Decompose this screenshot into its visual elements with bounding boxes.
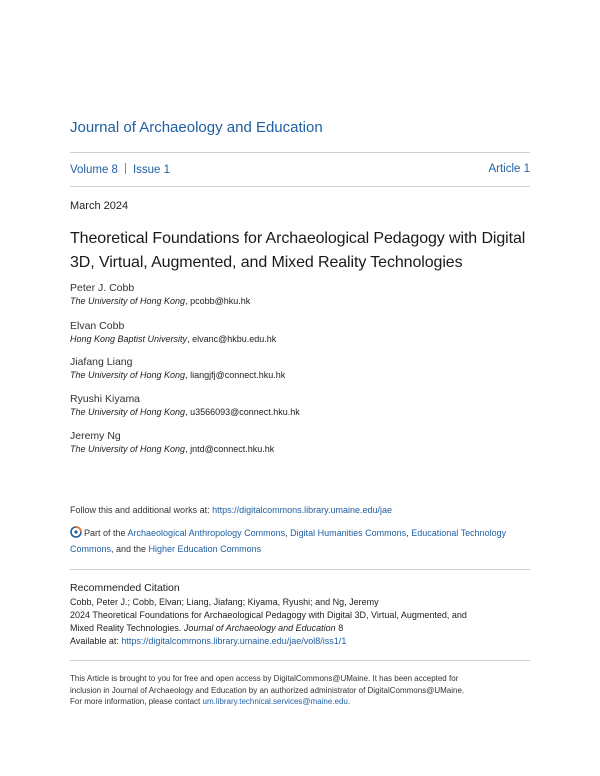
author-entry: Jiafang Liang The University of Hong Kong, liangjfj@connect.hku.hk	[70, 356, 540, 382]
publication-date: March 2024	[70, 200, 129, 212]
author-name: Jeremy Ng	[70, 430, 121, 442]
separator-text: , and the	[111, 544, 149, 554]
article-link[interactable]: Article 1	[488, 163, 530, 175]
citation-body	[70, 596, 530, 648]
journal-title[interactable]: Journal of Archaeology and Education	[70, 119, 323, 136]
issue-divider	[70, 186, 530, 187]
author-email: jntd@connect.hku.hk	[190, 444, 275, 454]
footer-line: inclusion in Journal of Archaeology and Education by an authorized administrator of DigitalCommons@UMaine.	[70, 685, 465, 695]
contact-email-link[interactable]: um.library.technical.services@maine.edu	[202, 697, 348, 706]
footer-line: This Article is brought to you for free and open access by DigitalCommons@UMaine. It has been accepted for	[70, 674, 459, 683]
citation-title-end: Mixed Reality Technologies.	[70, 623, 184, 633]
author-affiliation: The University of Hong Kong	[70, 444, 186, 454]
available-label: Available at:	[70, 636, 122, 646]
author-affiliation: The University of Hong Kong	[70, 407, 186, 417]
footer-notice	[70, 673, 530, 708]
author-email: elvanc@hkbu.edu.hk	[192, 334, 277, 344]
commons-link-educational-technology[interactable]: Educational Technology Commons	[70, 528, 507, 554]
part-of-commons	[70, 525, 540, 557]
citation-authors: Cobb, Peter J.; Cobb, Elvan; Liang, Jiafang; Kiyama, Ryushi; and Ng, Jeremy	[70, 597, 379, 607]
author-affiliation: Hong Kong Baptist University	[70, 334, 188, 344]
citation-title-line: 2024 Theoretical Foundations for Archaeological Pedagogy with Digital 3D, Virtual, Augmented, and	[70, 610, 467, 620]
issue-link[interactable]: Issue 1	[132, 164, 171, 176]
author-name: Peter J. Cobb	[70, 282, 135, 294]
follow-text: Follow this and additional works at:	[70, 505, 213, 515]
citation-url-link[interactable]: https://digitalcommons.library.umaine.edu/jae/vol8/iss1/1	[121, 636, 347, 646]
citation-divider	[70, 569, 530, 570]
article-title: Theoretical Foundations for Archaeological Pedagogy with Digital 3D, Virtual, Augmented, and Mixed Reality Technologies	[70, 230, 526, 271]
separator-text: ,	[406, 528, 412, 538]
citation-journal: Journal of Archaeology and Education	[183, 623, 336, 633]
author-email: pcobb@hku.hk	[190, 296, 251, 306]
author-entry: Elvan Cobb Hong Kong Baptist University, elvanc@hkbu.edu.hk	[70, 320, 540, 346]
commons-link-digital-humanities[interactable]: Digital Humanities Commons	[290, 528, 407, 538]
repository-link[interactable]: https://digitalcommons.library.umaine.edu/jae	[212, 505, 392, 515]
footer-line: For more information, please contact	[70, 697, 203, 706]
author-email: u3566093@connect.hku.hk	[190, 407, 300, 417]
separator	[125, 163, 126, 174]
header-divider	[70, 152, 530, 153]
volume-link[interactable]: Volume 8	[70, 164, 118, 176]
open-access-icon	[70, 526, 82, 538]
author-affiliation: The University of Hong Kong	[70, 296, 186, 306]
commons-link-higher-education[interactable]: Higher Education Commons	[148, 544, 262, 554]
commons-link-archaeological-anthropology[interactable]: Archaeological Anthropology Commons	[127, 528, 286, 538]
footer-divider	[70, 660, 530, 661]
author-name: Jiafang Liang	[70, 356, 133, 368]
author-name: Elvan Cobb	[70, 320, 125, 332]
part-of-prefix: Part of the	[84, 528, 128, 538]
citation-heading: Recommended Citation	[70, 582, 180, 594]
author-entry: Peter J. Cobb The University of Hong Kong, pcobb@hku.hk	[70, 282, 540, 308]
author-entry: Jeremy Ng The University of Hong Kong, jntd@connect.hku.hk	[70, 430, 540, 456]
author-email: liangjfj@connect.hku.hk	[190, 370, 286, 380]
author-entry: Ryushi Kiyama The University of Hong Kong, u3566093@connect.hku.hk	[70, 393, 540, 419]
follow-line	[70, 505, 540, 515]
author-name: Ryushi Kiyama	[70, 393, 141, 405]
separator-text: ,	[285, 528, 291, 538]
footer-line-end: .	[347, 697, 351, 706]
issue-row	[70, 163, 530, 176]
author-affiliation: The University of Hong Kong	[70, 370, 186, 380]
citation-volume: 8	[335, 623, 344, 633]
